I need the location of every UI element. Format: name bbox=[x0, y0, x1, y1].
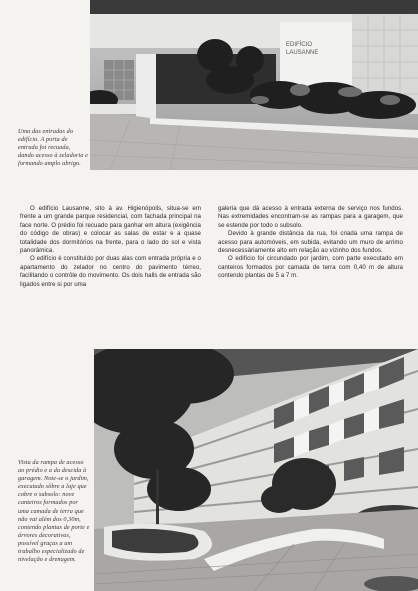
body-text-left-column bbox=[20, 205, 201, 289]
building-sign-line2: LAUSANNE bbox=[286, 50, 319, 56]
ramp-and-garden-photo bbox=[94, 349, 418, 591]
building-sign-line1: EDIFÍCIO bbox=[286, 42, 313, 48]
entrance-photo-image bbox=[90, 0, 418, 170]
body-paragraph: O edifício foi circundado por jardim, com parte executado em canteiros formados por camada de terra com 0,40 m de altura contendo plantas de 5 a 7 m. bbox=[218, 255, 403, 280]
entrance-photo bbox=[90, 0, 418, 170]
body-paragraph: O edifício Lausanne, sito à av. Higienópolis, situa-se em frente a um grande parque residencial, com fachada principal na face norte. O prédio foi recuado para ganhar em altura (exigência do código de obras) e colocar as salas de estar e a quase totalidade dos dormitórios na frente, para o lado do sol e vista panorâmica. bbox=[20, 205, 201, 255]
body-text-right-column bbox=[218, 205, 403, 281]
body-paragraph: Devido à grande distância da rua, foi criada uma rampa de acesso para automóveis, em subida, evitando um muro de arrimo desnecessàriamente alto em relação ao vizinho dos fundos. bbox=[218, 230, 403, 255]
body-paragraph: galeria que dá acesso à entrada externa de serviço nos fundos. Nas extremidades encontram-se as rampas para a garagem, que se estende por todo o subsolo. bbox=[218, 205, 403, 229]
ramp-and-garden-photo-image bbox=[94, 349, 418, 591]
entrance-photo-caption: Uma das entradas do edifício. A porta de entrada foi recuada, dando acesso à zeladoria e formando amplo abrigo. bbox=[18, 128, 88, 168]
ramp-photo-caption: Vista da rampa de acesso ao prédio e a da descida à garagem. Note-se o jardim, executado sôbre a laje que cobre o subsolo: nove canteiros formados por uma camada de terra que não vai além dos 0,30m, contendo plantas de porte e árvores decorativas, possível graças a um trabalho especializado de nivelação e drenagem. bbox=[18, 459, 90, 564]
body-paragraph: O edifício é constituído por duas alas com entrada própria e o apartamento do zelador no centro do pavimento térreo, facilitando o contrôle do movimento. Os dois halls de entrada são ligados entre si por uma bbox=[20, 255, 201, 288]
